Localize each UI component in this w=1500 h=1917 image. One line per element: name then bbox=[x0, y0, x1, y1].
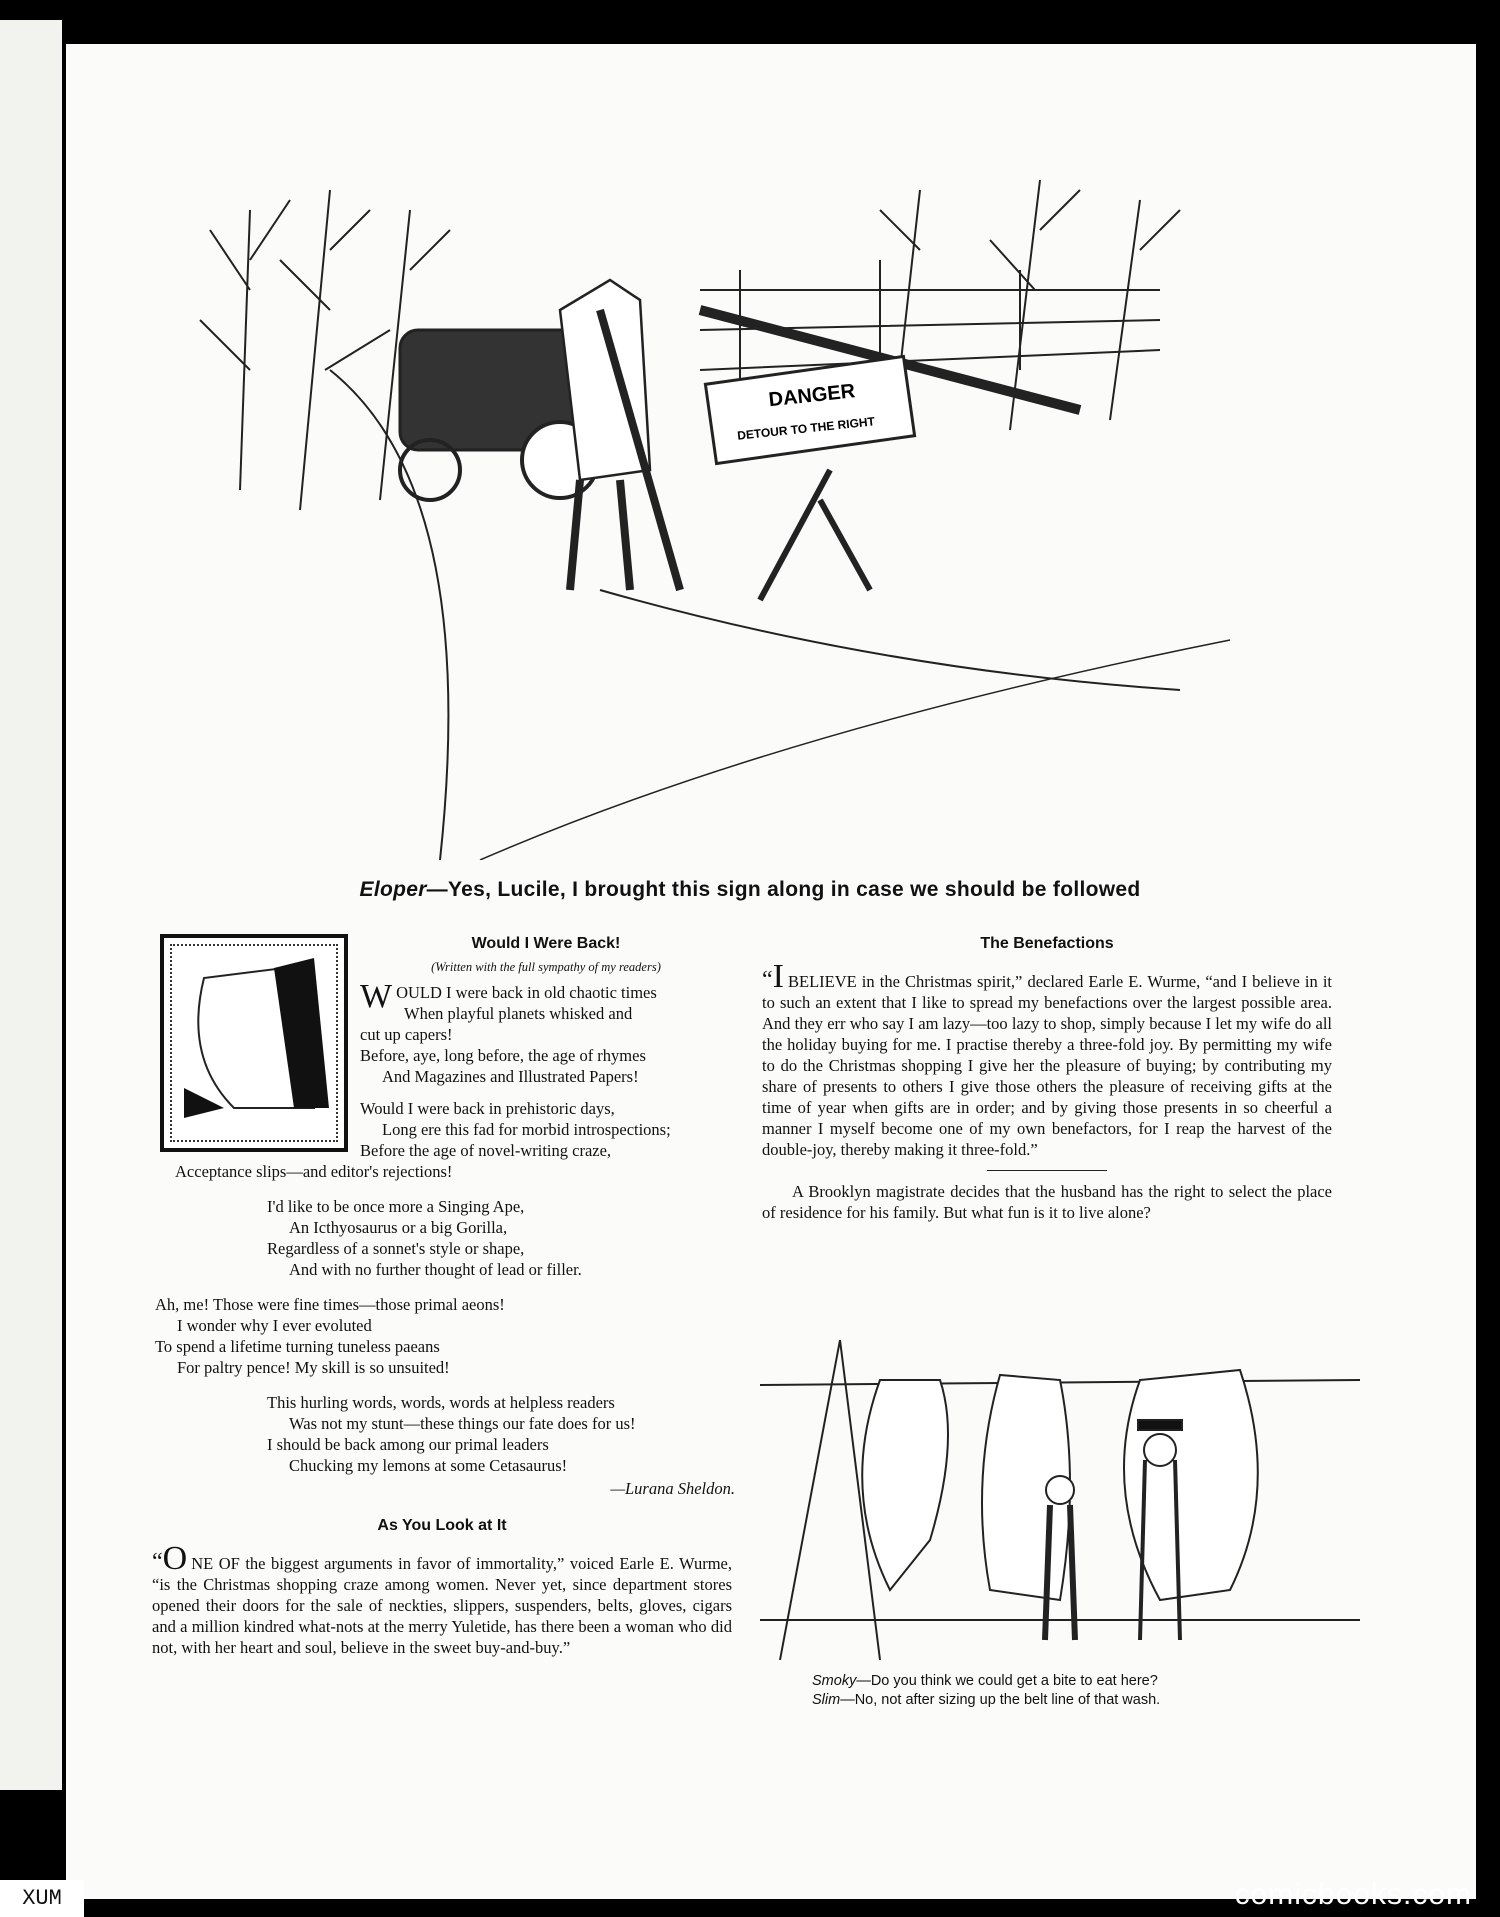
facing-page-edge bbox=[0, 20, 62, 1790]
benefactions-paragraph-2: A Brooklyn magistrate decides that the husband has the right to select the place of residence for his family. But what fun is it to live alone? bbox=[762, 1182, 1332, 1222]
benefactions-title: The Benefactions bbox=[980, 935, 1114, 952]
poem-subtitle: (Written with the full sympathy of my readers) bbox=[431, 960, 661, 974]
poem-header bbox=[360, 933, 732, 1087]
look-first-line: NE OF the biggest arguments in favor of immortality,” bbox=[191, 1554, 565, 1573]
bottom-cartoon-caption bbox=[812, 1672, 1312, 1710]
caption-line-1: —Do you think we could get a bite to eat here? bbox=[856, 1673, 1158, 1689]
poem-line: Before the age of novel-writing craze, bbox=[360, 1141, 612, 1160]
benefactions-first-line: BELIEVE in the Christmas spirit,” declared Earle E. bbox=[787, 972, 1143, 991]
sign-danger-text: DANGER bbox=[767, 380, 857, 412]
look-body: voiced Earle E. Wurme, “is the Christmas shopping craze among women. Never yet, since department stores opened their doors for the sale of neckties, slippers, suspenders, belts, gloves, cigars and a million kindred what-nots at the merry Yuletide, has there been a woman who did not, with her heart and soul, believe in the sweet buy-and-buy.” bbox=[152, 1554, 732, 1657]
site-watermark: comicbooks.com bbox=[1234, 1878, 1472, 1911]
poem-line: OULD I were back in old chaotic times bbox=[396, 983, 657, 1002]
poem-body bbox=[155, 1098, 735, 1499]
poem-line: Would I were back in prehistoric days, bbox=[360, 1099, 615, 1118]
benefactions-article bbox=[762, 933, 1332, 1223]
poem-line: I wonder why I ever evoluted bbox=[177, 1316, 372, 1335]
corner-label: XUM bbox=[0, 1880, 84, 1917]
poem-line: Before, aye, long before, the age of rhymes bbox=[360, 1046, 646, 1065]
poem-line: cut up capers! bbox=[360, 1025, 453, 1044]
poem-line: This hurling words, words, words at helpless readers bbox=[267, 1393, 615, 1412]
poem-line: To spend a lifetime turning tuneless paeans bbox=[155, 1337, 440, 1356]
poem-line: I'd like to be once more a Singing Ape, bbox=[267, 1197, 525, 1216]
bottom-cartoon-illustration bbox=[760, 1340, 1360, 1660]
poem-line: And with no further thought of lead or filler. bbox=[289, 1260, 582, 1279]
caption-speaker-smoky: Smoky bbox=[812, 1673, 857, 1689]
poem-line: And Magazines and Illustrated Papers! bbox=[382, 1067, 639, 1086]
benefactions-body: Wurme, “and I believe in it to such an extent that I like to spread my benefactions over the largest possible area. And they err who say I am lazy—too lazy to shop, simply because I let my wife do all the holiday buying for me. I practise thereby a three-fold joy. By permitting my wife to do the Christmas shopping I give her the pleasure of buying; by contributing my share of presents to others I give those others the pleasure of receiving gifts at the time of year when gifts are in order; and by giving those presents in so cheerful a manner I myself become one of my own benefactors, for I reap the harvest of the double-joy, thereby making it three-fold.” bbox=[762, 972, 1332, 1159]
caption-line-2: —No, not after sizing up the belt line of that wash. bbox=[840, 1692, 1161, 1708]
poem-line: When playful planets whisked and bbox=[404, 1004, 633, 1023]
caption-speaker: Eloper bbox=[359, 878, 427, 901]
poem-line: Chucking my lemons at some Cetasaurus! bbox=[289, 1456, 568, 1475]
top-cartoon-caption bbox=[0, 878, 1500, 902]
look-dropcap: O bbox=[162, 1540, 188, 1577]
poem-line: For paltry pence! My skill is so unsuited! bbox=[177, 1358, 450, 1377]
poem-line: I should be back among our primal leaders bbox=[267, 1435, 549, 1454]
sign-detour-text: DETOUR TO THE RIGHT bbox=[736, 414, 876, 443]
poem-line: Acceptance slips—and editor's rejections! bbox=[175, 1162, 453, 1181]
poem-line: Ah, me! Those were fine times—those primal aeons! bbox=[155, 1295, 505, 1314]
section-divider bbox=[987, 1170, 1107, 1171]
poem-line: An Icthyosaurus or a big Gorilla, bbox=[289, 1218, 508, 1237]
top-cartoon-illustration bbox=[180, 170, 1280, 860]
benefactions-open-quote: “ bbox=[762, 967, 773, 993]
poem-title: Would I Were Back! bbox=[471, 935, 621, 952]
poem-line: Regardless of a sonnet's style or shape, bbox=[267, 1239, 525, 1258]
look-open-quote: “ bbox=[152, 1549, 163, 1575]
benefactions-dropcap: I bbox=[772, 958, 784, 995]
caption-text: —Yes, Lucile, I brought this sign along in case we should be followed bbox=[426, 878, 1141, 901]
look-title: As You Look at It bbox=[377, 1517, 507, 1534]
look-article bbox=[152, 1515, 732, 1658]
poem-line: Long ere this fad for morbid introspections; bbox=[382, 1120, 671, 1139]
poem-dropcap: W bbox=[360, 978, 393, 1015]
caption-speaker-slim: Slim bbox=[812, 1692, 841, 1708]
poem-line: Was not my stunt—these things our fate does for us! bbox=[289, 1414, 636, 1433]
poem-author: —Lurana Sheldon. bbox=[610, 1479, 735, 1498]
